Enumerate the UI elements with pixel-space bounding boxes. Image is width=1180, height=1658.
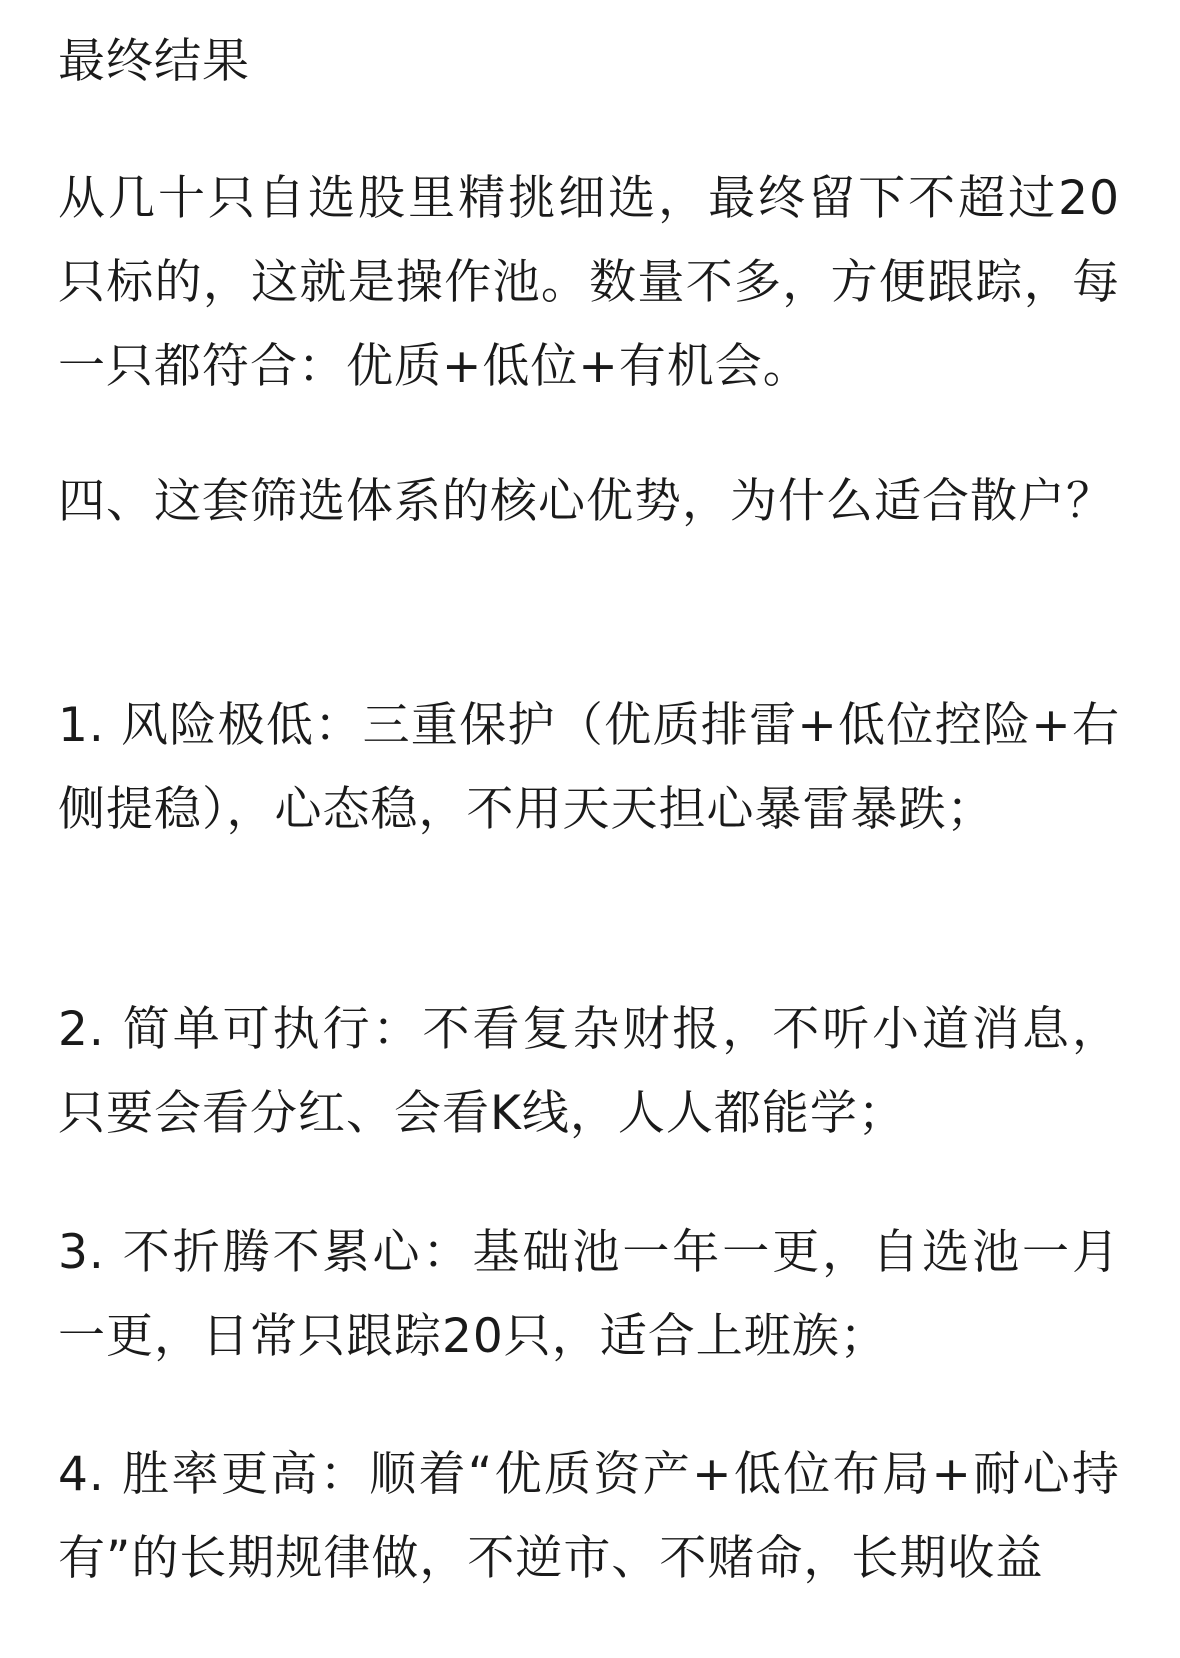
list-item-3-no-hassle: 3. 不折腾不累心：基础池一年一更，自选池一月一更，日常只跟踪20只，适合上班族； [58,1225,1120,1364]
list-item-4-higher-win-rate: 4. 胜率更高：顺着“优质资产+低位布局+耐心持有”的长期规律做，不逆市、不赌命，长期收益 [58,1447,1120,1586]
paragraph-operation-pool: 从几十只自选股里精挑细选，最终留下不超过20只标的，这就是操作池。数量不多，方便跟踪，每一只都符合：优质+低位+有机会。 [58,171,1120,394]
section-heading-final-result: 最终结果 [58,34,250,89]
section-heading-core-advantages: 四、这套筛选体系的核心优势，为什么适合散户？ [58,474,1114,529]
list-item-1-low-risk: 1. 风险极低：三重保护（优质排雷+低位控险+右侧提稳），心态稳，不用天天担心暴雷暴跌； [58,698,1120,837]
list-item-2-simple: 2. 简单可执行：不看复杂财报，不听小道消息，只要会看分红、会看K线，人人都能学； [58,1002,1120,1141]
